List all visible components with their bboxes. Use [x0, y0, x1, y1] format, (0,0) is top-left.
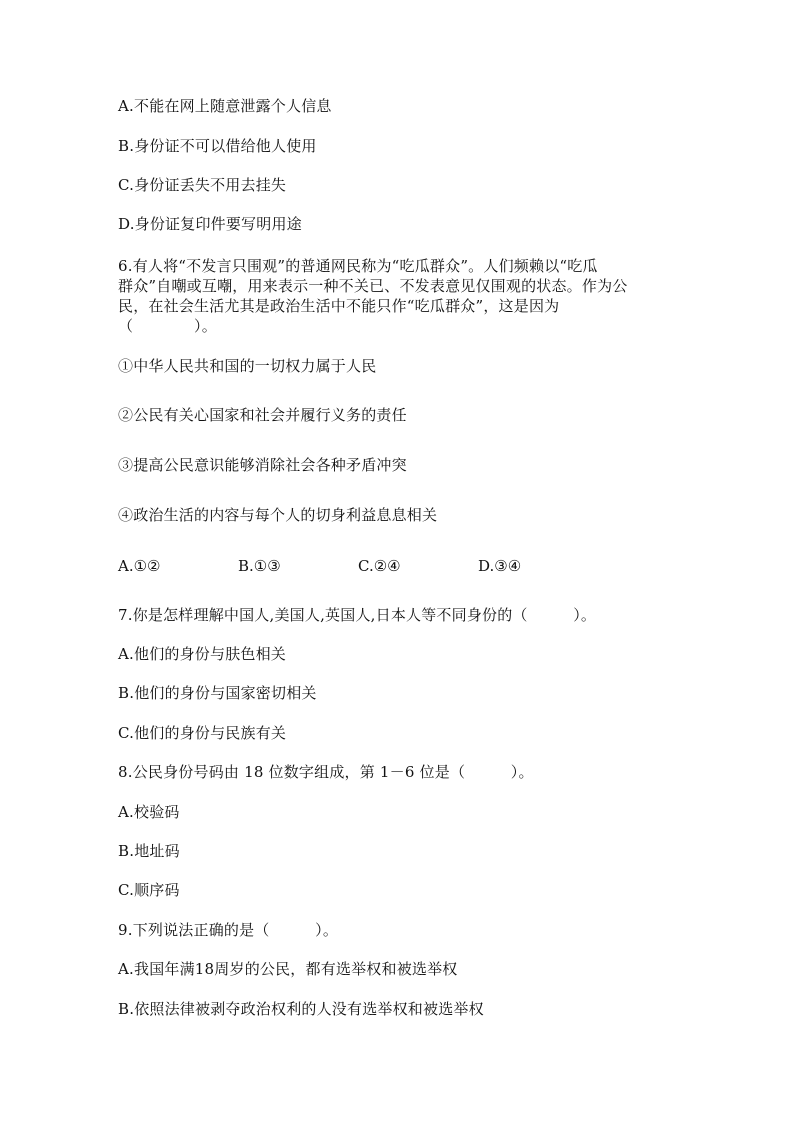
q5-option-a: A.不能在网上随意泄露个人信息 [118, 97, 332, 115]
q6-choice-a: A.①② [118, 557, 161, 575]
q6-stem-line-4: （ ）。 [118, 317, 217, 335]
q6-statement-1: ①中华人民共和国的一切权力属于人民 [118, 357, 377, 375]
q7-option-c: C.他们的身份与民族有关 [118, 724, 287, 742]
q7-option-b: B.他们的身份与国家密切相关 [118, 684, 317, 702]
q6-choice-c: C.②④ [358, 557, 401, 575]
q5-option-c: C.身份证丢失不用去挂失 [118, 176, 287, 194]
q6-statement-4: ④政治生活的内容与每个人的切身利益息息相关 [118, 506, 438, 524]
q8-option-c: C.顺序码 [118, 881, 180, 899]
q9-stem: 9.下列说法正确的是（ ）。 [118, 921, 339, 939]
q6-stem-line-3: 民，在社会生活尤其是政治生活中不能只作“吃瓜群众”，这是因为 [118, 297, 560, 315]
q5-option-b: B.身份证不可以借给他人使用 [118, 137, 317, 155]
q8-stem: 8.公民身份号码由 18 位数字组成，第 1－6 位是（ ）。 [118, 763, 534, 781]
q6-stem-line-1: 6.有人将“不发言只围观”的普通网民称为“吃瓜群众”。人们频赖以“吃瓜 [118, 257, 598, 275]
q9-option-b: B.依照法律被剥夺政治权利的人没有选举权和被选举权 [118, 1000, 484, 1018]
q6-stem-line-2: 群众”自嘲或互嘲，用来表示一种不关已、不发表意见仅围观的状态。作为公 [118, 277, 628, 295]
q7-option-a: A.他们的身份与肤色相关 [118, 645, 287, 663]
q6-statement-2: ②公民有关心国家和社会并履行义务的责任 [118, 406, 407, 424]
q6-choices [118, 556, 678, 576]
q6-stem [118, 256, 698, 336]
q5-option-d: D.身份证复印件要写明用途 [118, 215, 302, 233]
q7-stem: 7.你是怎样理解中国人,美国人,英国人,日本人等不同身份的（ ）。 [118, 606, 597, 624]
q8-option-a: A.校验码 [118, 803, 180, 821]
q8-option-b: B.地址码 [118, 842, 180, 860]
q6-statement-3: ③提高公民意识能够消除社会各种矛盾冲突 [118, 456, 407, 474]
q6-choice-b: B.①③ [238, 557, 281, 575]
q6-choice-d: D.③④ [478, 557, 522, 575]
q9-option-a: A.我国年满18周岁的公民，都有选举权和被选举权 [118, 960, 458, 978]
